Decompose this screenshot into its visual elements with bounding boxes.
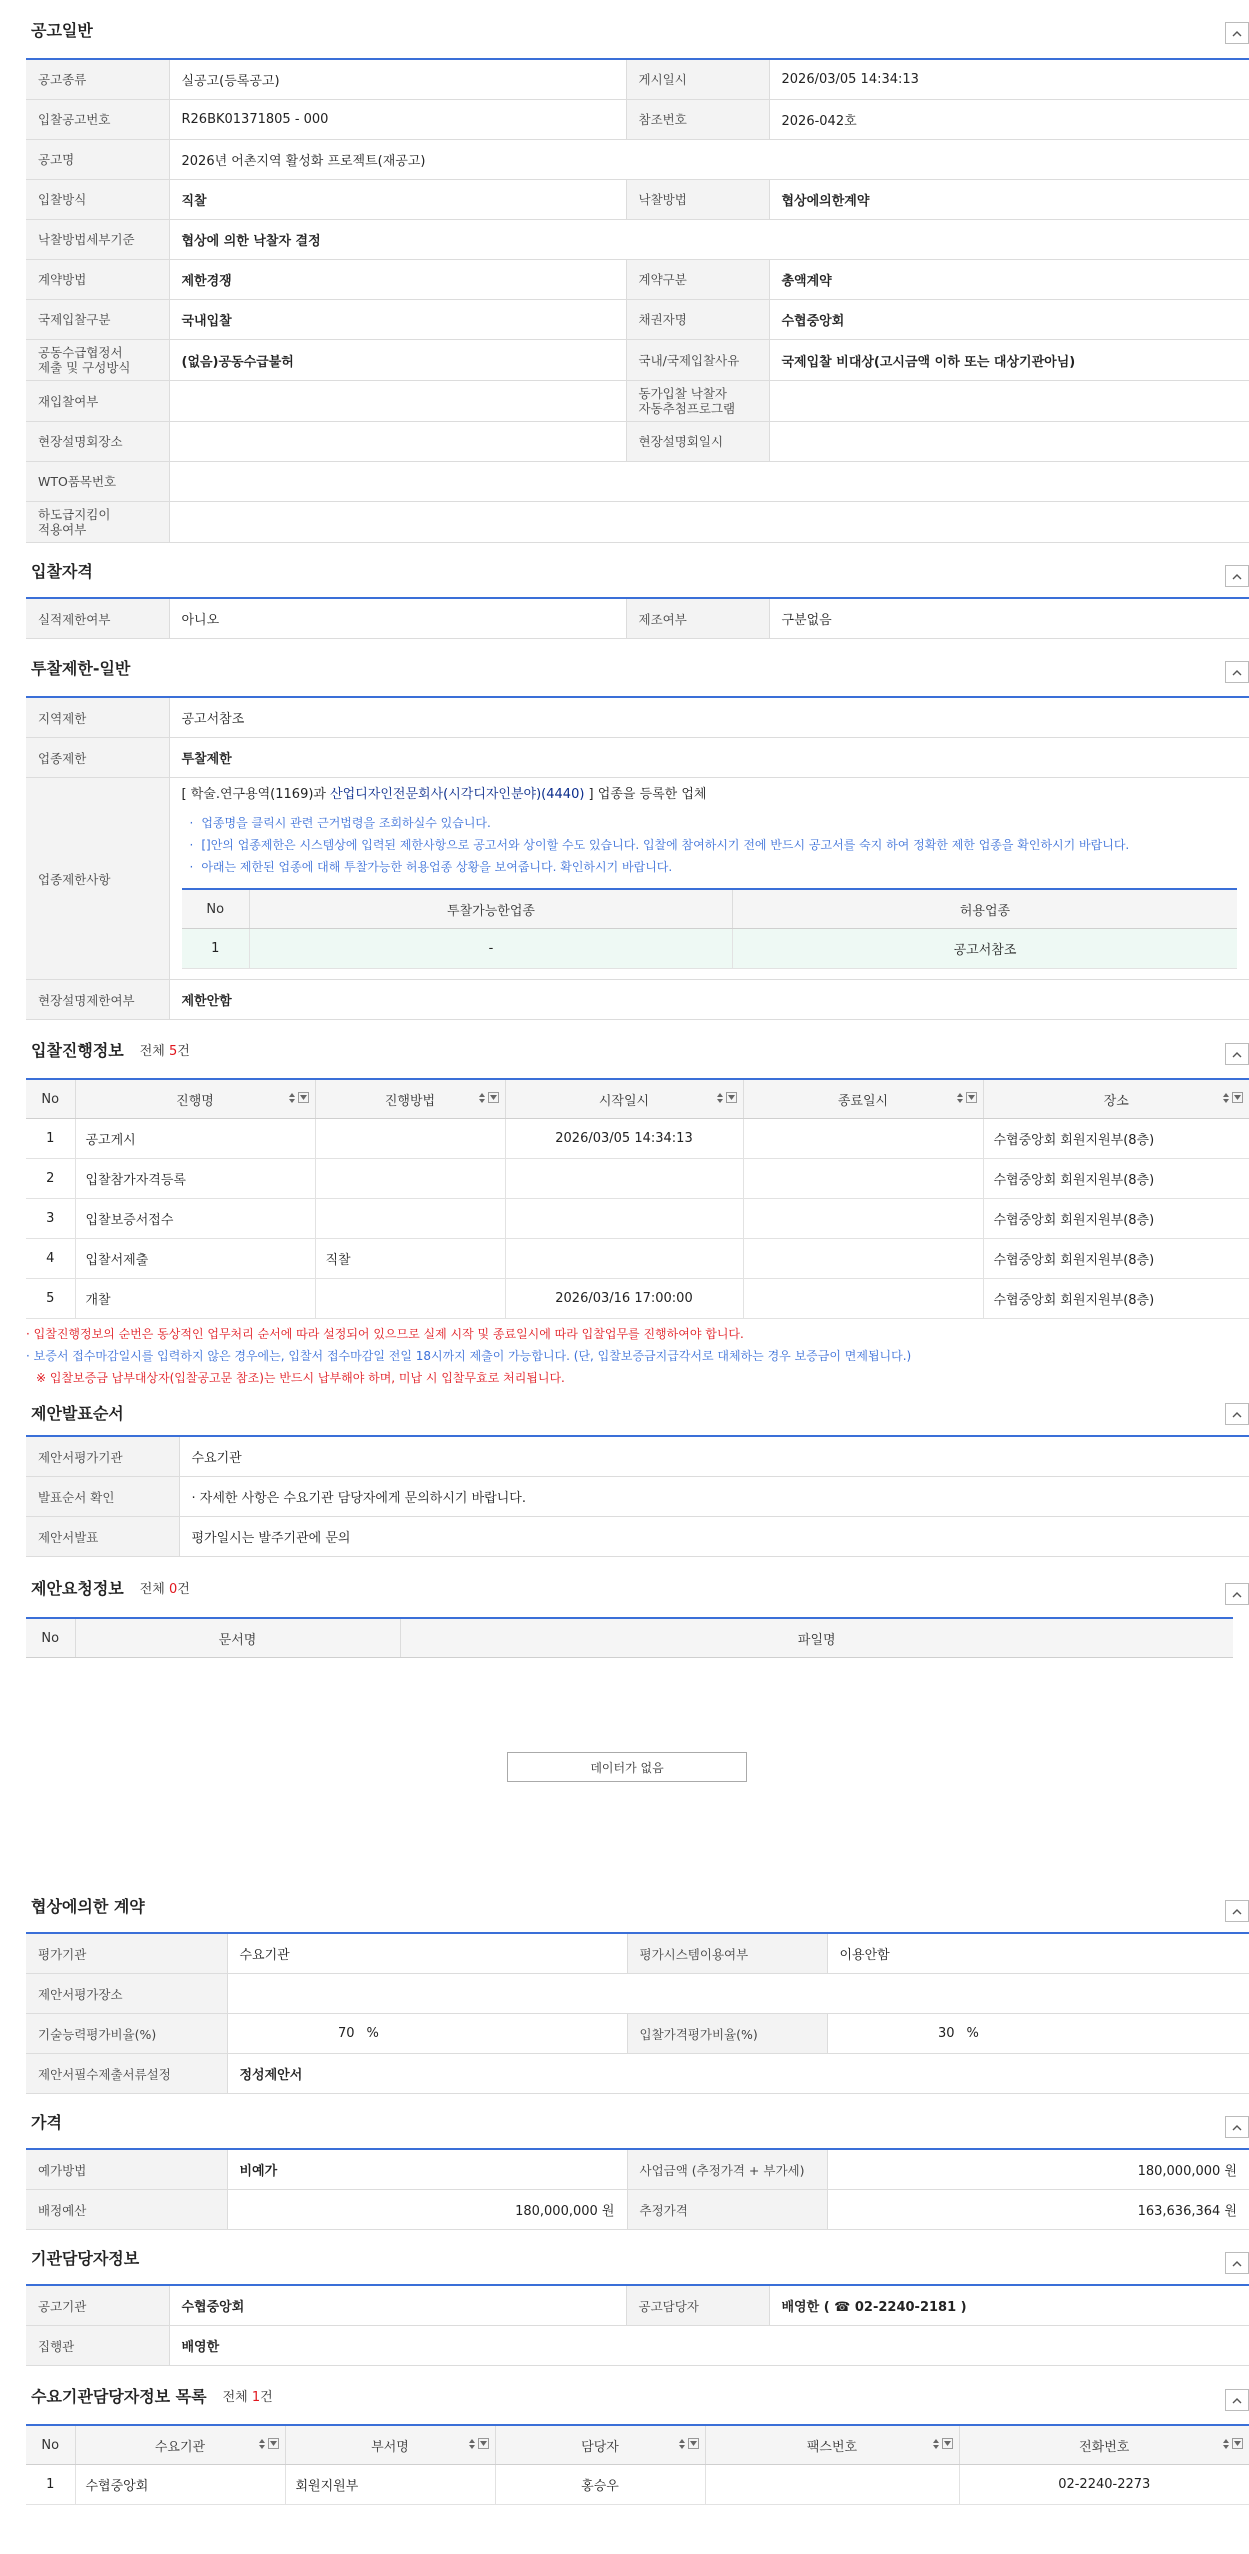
label: 공고담당자 [626, 2286, 769, 2326]
cell-person: 홍승우 [495, 2465, 705, 2505]
value [769, 422, 1249, 462]
label: 입찰가격평가비율(%) [627, 2014, 827, 2054]
sort-controls[interactable] [1222, 1092, 1243, 1104]
cell-place: 수협중앙회 회원지원부(8층) [983, 1199, 1249, 1239]
sort-icon[interactable] [288, 1092, 296, 1104]
section-agency [26, 2230, 1249, 2366]
cell-no: 2 [26, 1159, 75, 1199]
value: 제한안함 [169, 980, 1249, 1020]
value: 국제입찰 비대상(고시금액 이하 또는 대상기관아님) [769, 340, 1249, 381]
value: 2026년 어촌지역 활성화 프로젝트(재공고) [169, 140, 1249, 180]
section-proposal [26, 1557, 1249, 1878]
column-header: No [26, 1079, 75, 1119]
sort-icon[interactable] [1222, 1092, 1230, 1104]
cell-start: 2026/03/05 14:34:13 [505, 1119, 743, 1159]
value: (없음)공동수급불허 [169, 340, 626, 381]
value: 협상에 의한 낙찰자 결정 [169, 220, 1249, 260]
value: · 자세한 사항은 수요기관 담당자에게 문의하시기 바랍니다. [179, 1477, 1249, 1517]
value: 실공고(등록공고) [169, 60, 626, 100]
general-row [26, 300, 1249, 340]
table-row [26, 1199, 1249, 1239]
cell-start: 2026/03/16 17:00:00 [505, 1279, 743, 1319]
column-header[interactable]: 시작일시 [505, 1079, 743, 1119]
business-amount: 180,000,000 원 [827, 2150, 1249, 2190]
general-row [26, 60, 1249, 100]
sort-controls[interactable] [288, 1092, 309, 1104]
table-row [182, 929, 1238, 969]
section-title: 공고일반 [31, 20, 93, 40]
general-row [26, 140, 1249, 180]
column-header[interactable]: 전화번호 [959, 2425, 1249, 2465]
cell-no: 1 [26, 2465, 75, 2505]
label: 집행관 [26, 2326, 169, 2366]
column-header: 문서명 [75, 1618, 400, 1658]
chevron-up-icon [1232, 1591, 1242, 1598]
industry-text: [ 학술.연구용역(1169)과 [181, 787, 331, 802]
sort-icon[interactable] [258, 2438, 266, 2450]
section-negotiation: 협상에의한 계약 평가기관 수요기관 평가시스템이용여부 이용안함 제안서평가장소 기술능력평가비율(%) 70 % 입찰가격평가비율(%) 30 % 제안서필수제출서류설정 정성제안서 [26, 1878, 1249, 2094]
general-row [26, 100, 1249, 140]
chevron-up-icon [1232, 1051, 1242, 1058]
cell-end [743, 1279, 983, 1319]
sort-controls[interactable] [956, 1092, 977, 1104]
label: 채권자명 [626, 300, 769, 340]
column-header: No [26, 1618, 75, 1658]
tech-ratio: 70 [337, 2026, 355, 2041]
cell-method [315, 1119, 505, 1159]
column-header[interactable]: 팩스번호 [705, 2425, 959, 2465]
sort-controls[interactable] [478, 1092, 499, 1104]
section-title: 제안요청정보 [31, 1578, 124, 1598]
label: 국내/국제입찰사유 [626, 340, 769, 381]
cell-no: 1 [26, 1119, 75, 1159]
value [227, 1974, 1249, 2014]
label: 추정가격 [627, 2190, 827, 2230]
table-row [26, 1279, 1249, 1319]
section-title: 제안발표순서 [31, 1403, 124, 1423]
label: 게시일시 [626, 60, 769, 100]
progress-note: · 입찰진행정보의 순번은 동상적인 업무처리 순서에 따라 설정되어 있으므로 실제 시작 및 종료일시에 따라 입찰업무를 진행하여야 합니다. [26, 1327, 744, 1341]
cell-place: 수협중앙회 회원지원부(8층) [983, 1239, 1249, 1279]
collapse-toggle-button[interactable] [1225, 2389, 1249, 2411]
general-row [26, 462, 1249, 502]
sort-icon[interactable] [678, 2438, 686, 2450]
cell-org: 수협중앙회 [75, 2465, 285, 2505]
filter-dropdown-icon[interactable] [268, 2438, 279, 2449]
label: 지역제한 [26, 698, 169, 738]
cell-no: 5 [26, 1279, 75, 1319]
general-row [26, 381, 1249, 422]
cell-method [315, 1199, 505, 1239]
cell-tel: 02-2240-2273 [959, 2465, 1249, 2505]
label: 현장설명회일시 [626, 422, 769, 462]
section-title: 입찰자격 [31, 561, 93, 581]
cell-name: 공고게시 [75, 1119, 315, 1159]
section-progress [26, 1020, 1249, 1389]
progress-note: · 보증서 접수마감일시를 입력하지 않은 경우에는, 입찰서 접수마감일 전일 18시까지 제출이 가능합니다. (단, 입찰보증금지급각서로 대체하는 경우 보증금이 면제됩니다.) [26, 1349, 912, 1363]
proposal-table [26, 1617, 1233, 1658]
filter-dropdown-icon[interactable] [688, 2438, 699, 2449]
cell-permitted: 공고서참조 [733, 929, 1238, 969]
section-title: 입찰진행정보 [31, 1040, 124, 1060]
column-header[interactable]: 부서명 [285, 2425, 495, 2465]
general-row [26, 340, 1249, 381]
count-label: 전체 1건 [222, 2389, 273, 2405]
cell-end [743, 1239, 983, 1279]
collapse-toggle-button[interactable] [1225, 2116, 1249, 2138]
label: 제안서발표 [26, 1517, 179, 1557]
label: 재입찰여부 [26, 381, 169, 422]
count-number: 0 [169, 1581, 178, 1597]
label: 낙찰방법세부기준 [26, 220, 169, 260]
cell-method [315, 1279, 505, 1319]
sort-controls[interactable] [678, 2438, 699, 2450]
value: 평가일시는 발주기관에 문의 [179, 1517, 1249, 1557]
progress-note: ※ 입찰보증금 납부대상자(입찰공고문 참조)는 반드시 납부해야 하며, 미납 시 입찰무효로 처리됩니다. [36, 1371, 565, 1385]
filter-dropdown-icon[interactable] [1232, 2438, 1243, 2449]
value: 비예가 [227, 2150, 627, 2190]
general-row [26, 260, 1249, 300]
label: 사업금액 (추정가격 + 부가세) [627, 2150, 827, 2190]
section-title: 수요기관담당자정보 목록 [31, 2386, 207, 2406]
value: 수협중앙회 [169, 2286, 626, 2326]
section-presentation [26, 1389, 1249, 1557]
value [169, 422, 626, 462]
cell-name: 개찰 [75, 1279, 315, 1319]
collapse-toggle-button[interactable] [1225, 565, 1249, 587]
progress-table [26, 1078, 1249, 1319]
table-row [26, 1119, 1249, 1159]
empty-data-message: 데이터가 없음 [507, 1752, 747, 1782]
label: 업종제한 [26, 738, 169, 778]
estimated-price: 163,636,364 원 [827, 2190, 1249, 2230]
general-table [26, 60, 1249, 543]
label: WTO품목번호 [26, 462, 169, 502]
count-number: 5 [169, 1043, 178, 1059]
filter-dropdown-icon[interactable] [942, 2438, 953, 2449]
sort-controls[interactable] [932, 2438, 953, 2450]
cell-place: 수협중앙회 회원지원부(8층) [983, 1159, 1249, 1199]
chevron-up-icon [1232, 669, 1242, 676]
chevron-up-icon [1232, 1908, 1242, 1915]
cell-method: 직찰 [315, 1239, 505, 1279]
value: 이용안함 [827, 1934, 1249, 1974]
column-header[interactable]: 담당자 [495, 2425, 705, 2465]
section-price [26, 2094, 1249, 2230]
cell-start [505, 1239, 743, 1279]
label: 평가기관 [26, 1934, 227, 1974]
cell-no: 3 [26, 1199, 75, 1239]
value: 국내입찰 [169, 300, 626, 340]
column-header: No [26, 2425, 75, 2465]
sort-icon[interactable] [932, 2438, 940, 2450]
chevron-up-icon [1232, 2260, 1242, 2267]
column-header[interactable]: 진행명 [75, 1079, 315, 1119]
value: 2026/03/05 14:34:13 [769, 60, 1249, 100]
label: 현장설명회장소 [26, 422, 169, 462]
label: 제조여부 [626, 599, 769, 639]
filter-dropdown-icon[interactable] [726, 1092, 737, 1103]
general-row [26, 180, 1249, 220]
section-contacts [26, 2366, 1249, 2505]
chevron-up-icon [1232, 2124, 1242, 2131]
value [769, 381, 1249, 422]
column-header: 파일명 [400, 1618, 1233, 1658]
chevron-up-icon [1232, 30, 1242, 37]
label: 기술능력평가비율(%) [26, 2014, 227, 2054]
column-header[interactable]: 수요기관 [75, 2425, 285, 2465]
cell-no: 4 [26, 1239, 75, 1279]
collapse-toggle-button[interactable] [1225, 2252, 1249, 2274]
label: 업종제한사항 [26, 778, 169, 980]
value: 직찰 [169, 180, 626, 220]
section-restriction [26, 639, 1249, 1020]
table-row [26, 1159, 1249, 1199]
filter-dropdown-icon[interactable] [488, 1092, 499, 1103]
label: 하도급지킴이 적용여부 [26, 502, 169, 543]
sort-icon[interactable] [716, 1092, 724, 1104]
count-number: 1 [251, 2389, 261, 2405]
general-row [26, 422, 1249, 462]
cell-dept: 회원지원부 [285, 2465, 495, 2505]
chevron-up-icon [1232, 573, 1242, 580]
value: 구분없음 [769, 599, 1249, 639]
label: 입찰방식 [26, 180, 169, 220]
label: 국제입찰구분 [26, 300, 169, 340]
value: 배영한 [169, 2326, 1249, 2366]
collapse-toggle-button[interactable] [1225, 22, 1249, 44]
presentation-row [26, 1437, 1249, 1477]
filter-dropdown-icon[interactable] [966, 1092, 977, 1103]
value: 수요기관 [179, 1437, 1249, 1477]
label: 공고기관 [26, 2286, 169, 2326]
allocated-budget: 180,000,000 원 [227, 2190, 627, 2230]
section-qualification [26, 543, 1249, 639]
cell-place: 수협중앙회 회원지원부(8층) [983, 1119, 1249, 1159]
chevron-up-icon [1232, 2397, 1242, 2404]
sort-icon[interactable] [478, 1092, 486, 1104]
cell-start [505, 1159, 743, 1199]
label: 배정예산 [26, 2190, 227, 2230]
industry-text: ] 업종을 등록한 업체 [584, 787, 707, 802]
cell-end [743, 1199, 983, 1239]
sort-controls[interactable] [258, 2438, 279, 2450]
allowed-industry-table [182, 888, 1238, 969]
label: 제안서필수제출서류설정 [26, 2054, 227, 2094]
chevron-up-icon [1232, 1411, 1242, 1418]
cell-name: 입찰참가자격등록 [75, 1159, 315, 1199]
column-header: 허용업종 [733, 889, 1238, 929]
cell-method [315, 1159, 505, 1199]
contacts-table [26, 2424, 1249, 2505]
presentation-row [26, 1477, 1249, 1517]
label: 발표순서 확인 [26, 1477, 179, 1517]
label: 공고명 [26, 140, 169, 180]
value: 수요기관 [227, 1934, 627, 1974]
label: 계약방법 [26, 260, 169, 300]
price-ratio: 30 [937, 2026, 955, 2041]
cell-place: 수협중앙회 회원지원부(8층) [983, 1279, 1249, 1319]
value [169, 462, 1249, 502]
value: 공고서참조 [169, 698, 1249, 738]
sort-icon[interactable] [468, 2438, 476, 2450]
general-row [26, 502, 1249, 543]
collapse-toggle-button[interactable] [1225, 1403, 1249, 1425]
collapse-toggle-button[interactable] [1225, 1043, 1249, 1065]
value: 아니오 [169, 599, 626, 639]
sort-icon[interactable] [1222, 2438, 1230, 2450]
label: 낙찰방법 [626, 180, 769, 220]
presentation-row [26, 1517, 1249, 1557]
value [169, 502, 1249, 543]
restriction-note: · []안의 업종제한은 시스템상에 입력된 제한사항으로 공고서와 상이할 수도 있습니다. 입찰에 참여하시기 전에 반드시 공고서를 숙지 하여 정확한 제한 업종을 확인하시기 바랍니다. [189, 838, 1130, 852]
sort-icon[interactable] [956, 1092, 964, 1104]
industry-link[interactable]: 산업디자인전문회사(시각디자인분야)(4440) [330, 787, 585, 802]
value: 배영한 ( ☎ 02-2240-2181 ) [769, 2286, 1249, 2326]
label: 공동수급협정서 제출 및 구성방식 [26, 340, 169, 381]
label: 공고종류 [26, 60, 169, 100]
sort-controls[interactable] [1222, 2438, 1243, 2450]
filter-dropdown-icon[interactable] [1232, 1092, 1243, 1103]
value [169, 381, 626, 422]
label: 참조번호 [626, 100, 769, 140]
collapse-toggle-button[interactable] [1225, 1900, 1249, 1922]
section-title: 기관담당자정보 [31, 2248, 140, 2268]
column-header[interactable]: 장소 [983, 1079, 1249, 1119]
general-row [26, 220, 1249, 260]
label: 현장설명제한여부 [26, 980, 169, 1020]
count-label: 전체 0건 [139, 1581, 190, 1597]
restriction-note: · 아래는 제한된 업종에 대해 투찰가능한 허용업종 상황을 보여줍니다. 확인하시기 바랍니다. [189, 860, 673, 874]
table-row [26, 2465, 1249, 2505]
section-title: 가격 [31, 2112, 62, 2132]
label: 입찰공고번호 [26, 100, 169, 140]
filter-dropdown-icon[interactable] [478, 2438, 489, 2449]
label: 실적제한여부 [26, 599, 169, 639]
label: 동가입찰 낙찰자 자동추첨프로그램 [626, 381, 769, 422]
column-header[interactable]: 진행방법 [315, 1079, 505, 1119]
value: 제한경쟁 [169, 260, 626, 300]
value: 수협중앙회 [769, 300, 1249, 340]
restriction-note: · 업종명을 클릭시 관련 근거법령을 조회하실수 있습니다. [189, 816, 491, 830]
cell-start [505, 1199, 743, 1239]
cell-fax [705, 2465, 959, 2505]
value: 투찰제한 [169, 738, 1249, 778]
label: 계약구분 [626, 260, 769, 300]
value: R26BK01371805 - 000 [169, 100, 626, 140]
value: 2026-042호 [769, 100, 1249, 140]
section-title: 협상에의한 계약 [31, 1896, 145, 1916]
column-header[interactable]: 종료일시 [743, 1079, 983, 1119]
label: 예가방법 [26, 2150, 227, 2190]
table-row [26, 1239, 1249, 1279]
label: 제안서평가장소 [26, 1974, 227, 2014]
column-header: No [182, 889, 250, 929]
column-header: 투찰가능한업종 [250, 889, 733, 929]
section-general [26, 0, 1249, 543]
filter-dropdown-icon[interactable] [298, 1092, 309, 1103]
section-title: 투찰제한-일반 [31, 659, 131, 678]
label: 평가시스템이용여부 [627, 1934, 827, 1974]
cell-end [743, 1119, 983, 1159]
collapse-toggle-button[interactable] [1225, 1583, 1249, 1605]
cell-no: 1 [182, 929, 250, 969]
value: 협상에의한계약 [769, 180, 1249, 220]
cell-allowed: - [250, 929, 733, 969]
cell-name: 입찰보증서접수 [75, 1199, 315, 1239]
cell-end [743, 1159, 983, 1199]
label: 제안서평가기관 [26, 1437, 179, 1477]
value: 정성제안서 [227, 2054, 1249, 2094]
count-label: 전체 5건 [139, 1043, 190, 1059]
cell-name: 입찰서제출 [75, 1239, 315, 1279]
value: 총액계약 [769, 260, 1249, 300]
collapse-toggle-button[interactable] [1225, 661, 1249, 683]
sort-controls[interactable] [716, 1092, 737, 1104]
sort-controls[interactable] [468, 2438, 489, 2450]
